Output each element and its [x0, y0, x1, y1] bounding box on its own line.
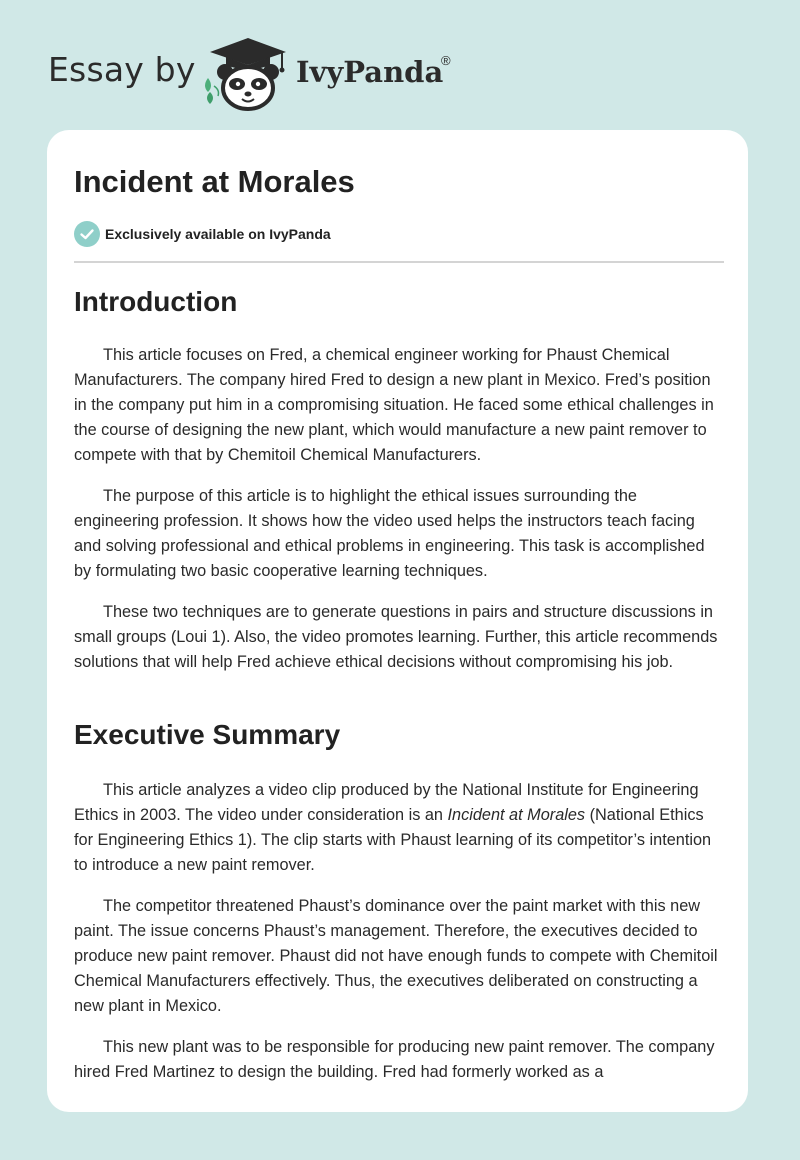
panda-logo-icon[interactable] [200, 34, 296, 112]
summary-paragraph-3: This new plant was to be responsible for producing new paint remover. The company hired Fred Martinez to design the building. Fred had formerly worked as a [74, 1038, 715, 1081]
section-heading-introduction: Introduction [74, 286, 238, 317]
article-card [47, 130, 748, 1112]
essay-by-label: Essay by [48, 50, 196, 89]
intro-paragraph-1: This article focuses on Fred, a chemical engineer working for Phaust Chemical Manufacturers. The company hired Fred to design a new plant in Mexico. Fred’s position in the company put him in a compromising situation. He faced some ethical challenges in the course of designing the new plant, which would manufacture a new paint remover to compete with that by Chemitoil Chemical Manufacturers. [74, 346, 714, 464]
video-title-italic: Incident at Morales [447, 806, 586, 824]
site-header [0, 0, 800, 130]
page-title: Incident at Morales [74, 164, 355, 199]
summary-paragraph-1-end: (National Ethics for Engineering Ethics 1). The clip starts with Phaust learning of its competitor’s intention to introduce a new paint remover. [74, 806, 712, 874]
brand-name: IvyPanda [296, 55, 444, 89]
intro-paragraph-3: These two techniques are to generate questions in pairs and structure discussions in small groups (Loui 1). Also, the video promotes learning. Further, this article recommends solutions that will help Fred achieve ethical decisions without compromising his job. [74, 603, 718, 671]
exclusive-badge [74, 221, 331, 247]
check-circle-icon [74, 221, 100, 247]
section-heading-executive-summary: Executive Summary [74, 719, 341, 750]
exclusive-badge-text: Exclusively available on IvyPanda [105, 226, 331, 242]
registered-mark: ® [441, 53, 451, 68]
title-divider [74, 261, 724, 263]
summary-paragraph-1 [74, 778, 724, 878]
intro-paragraph-2: The purpose of this article is to highlight the ethical issues surrounding the engineering profession. It shows how the video used helps the instructors teach facing and solving professional and ethical problems in engineering. This task is accomplished by formulating two basic cooperative learning techniques. [74, 487, 705, 580]
summary-paragraph-1-start: This article analyzes a video clip produced by the National Institute for Engineering Ethics in 2003. The video under consideration is an [74, 781, 699, 824]
summary-paragraph-2: The competitor threatened Phaust’s dominance over the paint market with this new paint. The issue concerns Phaust’s management. Therefore, the executives decided to produce new paint remover. Phaust did not have enough funds to compete with Chemitoil Chemical Manufacturers effectively. Thus, the executives deliberated on constructing a new plant in Mexico. [74, 897, 718, 1015]
